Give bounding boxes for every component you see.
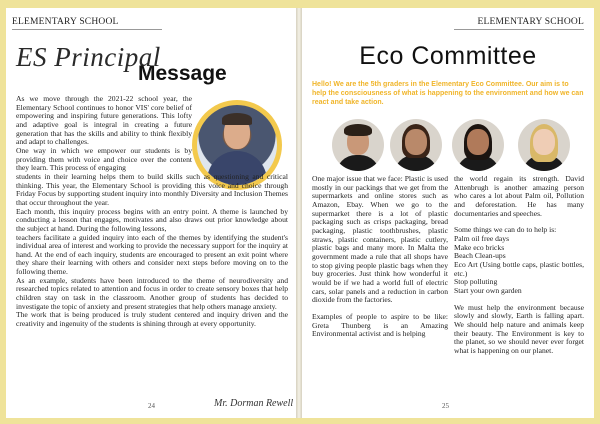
list-item: Start your own garden bbox=[454, 285, 522, 295]
paragraph: The work that is being produced is truly student centered and inquiry driven and the creativity and ingenuity of the students is shining through at every opportunity. bbox=[16, 310, 288, 329]
paragraph: students in their learning helps them to build skills such as questioning and critical thinking. This year, the Elementary School is providing this voice and choice through Friday Focus by supporting student inquiry into monthly Diversity and Inclusion Themes that occur throughout the year. bbox=[16, 171, 288, 207]
page-number: 24 bbox=[148, 402, 155, 410]
student-photo bbox=[390, 119, 442, 171]
left-page bbox=[6, 8, 296, 418]
paragraph: We must help the environment because slowly and slowly, Earth is falling apart. We should help nature and animals keep their beauty. The Environment is key to the planet, so we should never ever forget what is happening on our planet. bbox=[454, 302, 584, 355]
student-photo bbox=[518, 119, 570, 171]
school-header: ELEMENTARY SCHOOL bbox=[477, 17, 584, 27]
eco-committee-title: Eco Committee bbox=[359, 42, 537, 70]
paragraph: teachers facilitate a guided inquiry into each of the themes by identifying the student's individual area of interest and working to provide the necessary support for the inquiry at hand. At the end of each inquiry, students are encouraged to present an exit point where they share their learning with others and consider next steps before moving on to the following theme. bbox=[16, 232, 288, 277]
student-photo bbox=[452, 119, 504, 171]
student-photo bbox=[332, 119, 384, 171]
principal-title-script: ES Principal bbox=[16, 42, 161, 72]
list-item: Beach Clean-ups bbox=[454, 251, 506, 261]
list-item: Palm oil free days bbox=[454, 233, 510, 243]
paragraph: Examples of people to aspire to be like: Greta Thunberg is an Amazing Environmental activist and is helping bbox=[312, 311, 448, 339]
list-item: Eco Art (Using bottle caps, plastic bottles, etc.) bbox=[454, 259, 584, 278]
paragraph: the world regain its strength. David Attenbrugh is another amazing person who cares a lot about Palm oil, Pollution and deforestation. He has many documentaries and speeches. bbox=[454, 174, 584, 218]
eco-column-2 bbox=[454, 175, 584, 363]
right-page bbox=[302, 8, 594, 418]
page-number: 25 bbox=[442, 402, 449, 410]
list-item: Make eco bricks bbox=[454, 242, 505, 252]
paragraph: One major issue that we face: Plastic is used mostly in our packings that we get from the supermarkets and online stores such as Amazon, Ebay. When we go to the supermarket there is a lot of plastic packaging such as crisps packaging, bread packaging, plastic toothbrushes, plastic straws, plastic containers, plastic cutlery, plastic bags and many more. In Malta the government made a rule that all shops have to stop giving people plastic bags when they buy groceries. Just think how wonderful it would be if we had a world full of electric cars, solar panels and a reduction in carbon dioxide from the factories. bbox=[312, 174, 448, 305]
eco-intro: Hello! We are the 5th graders in the Elementary Eco Committee. Our aim is to help the consciousness of what is happening to the environment and how we can react and take action. bbox=[312, 81, 584, 106]
header-rule bbox=[454, 29, 584, 30]
paragraph: Each month, this inquiry process begins with an entry point. A theme is launched by conducting a lesson that engages, motivates and also draws out prior knowledge about the subject at hand. During the following lessons, bbox=[16, 206, 288, 233]
principal-message-body bbox=[16, 95, 288, 329]
paragraph: One way in which we empower our students is by providing them with voice and choice over the content they learn. This process of engaging bbox=[16, 145, 192, 173]
message-title: Message bbox=[138, 62, 227, 85]
eco-column-1 bbox=[312, 175, 448, 347]
header-rule bbox=[12, 29, 162, 30]
help-list bbox=[454, 226, 584, 295]
paragraph: As we move through the 2021-22 school year, the Elementary School continues to honor VIS' core belief of empowering and inspiring future generations. This lofty and adaptive goal is integral in creating a future generation that has the skills and ability to think flexibly and adapt to challenges. bbox=[16, 94, 192, 147]
paragraph: As an example, students have been introduced to the theme of neurodiversity and researched topics related to attention and focus in order to create sensory boxes that help children stay on task in the classroom. Another group of students has decided to investigate the topic of anxiety and present strategies that help others manage anxiety. bbox=[16, 275, 288, 311]
principal-signature: Mr. Dorman Rewell bbox=[214, 398, 294, 409]
list-intro: Some things we can do to help is: bbox=[454, 225, 557, 235]
school-header: ELEMENTARY SCHOOL bbox=[12, 17, 119, 27]
list-item: Stop polluting bbox=[454, 277, 498, 287]
